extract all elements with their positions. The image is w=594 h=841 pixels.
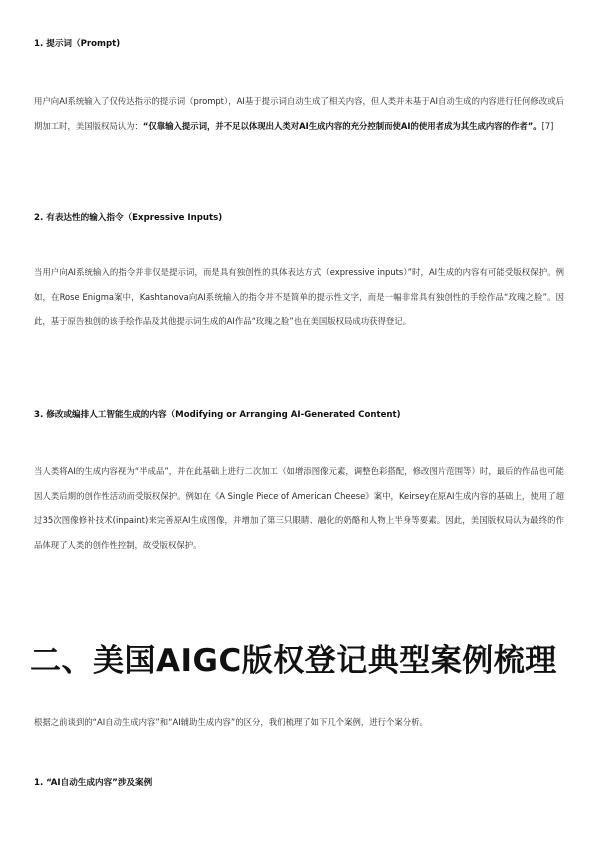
citation-link[interactable]: [7] bbox=[541, 120, 554, 131]
subsection-heading-ai-generated-cases: 1. “AI自动生成内容”涉及案例 bbox=[34, 778, 153, 788]
section-heading-expressive-inputs: 2. 有表达性的输入指令（Expressive Inputs) bbox=[34, 213, 223, 223]
paragraph-prompt-bold: “仅靠输入提示词，并不足以体现出人类对AI生成内容的充分控制而使AI的使用者成为其生成内容的作者” bbox=[142, 120, 534, 131]
section-heading-prompt: 1. 提示词（Prompt) bbox=[34, 39, 121, 49]
paragraph-modifying: 当人类将AI的生成内容视为“半成品”，并在此基础上进行二次加工（如增添图像元素，调整色彩搭配，修改图片范围等）时，最后的作品也可能因人类后期的创作性活动而受版权保护。例如在《A Single Piece of American Cheese》案中，Keirsey在原AI生成内容的基础上，使用了超过35次图像修补技术(inpaint)来完善原AI生成图像，并增加了第三只眼睛、融化的奶酪和人物上半身等要素。因此，美国版权局认为最终的作品体现了人类的创作性控制，故受版权保护。 bbox=[34, 466, 564, 550]
paragraph-expressive-inputs: 当用户向AI系统输入的指令并非仅是提示词，而是具有独创性的具体表达方式（expressive inputs）”时，AI生成的内容有可能受版权保护。例如，在Rose Enigma案中，Kashtanova向AI系统输入的指令并不是简单的提示性文字，而是一幅非常具有独创性的手绘作品“玫瑰之脸”。因此，基于原告独创的该手绘作品及其他提示词生成的AI作品“玫瑰之脸”也在美国版权局成功获得登记。 bbox=[34, 267, 564, 326]
section-heading-modifying: 3. 修改或编排人工智能生成的内容（Modifying or Arranging AI-Generated Content) bbox=[34, 410, 401, 420]
paragraph-prompt-text: 用户向AI系统输入了仅传达指示的提示词（prompt），AI基于提示词自动生成了相关内容，但人类并未基于AI自动生成的内容进行任何修改或后期加工时，美国版权局认为： bbox=[34, 96, 564, 131]
chapter-intro: 根据之前谈到的“AI自动生成内容”和“AI辅助生成内容”的区分，我们梳理了如下几个案例，进行个案分析。 bbox=[34, 717, 428, 727]
paragraph-prompt-end: 。 bbox=[533, 120, 542, 131]
paragraph-prompt bbox=[34, 89, 564, 138]
chapter-title: 二、美国AIGC版权登记典型案例梳理 bbox=[30, 643, 557, 679]
